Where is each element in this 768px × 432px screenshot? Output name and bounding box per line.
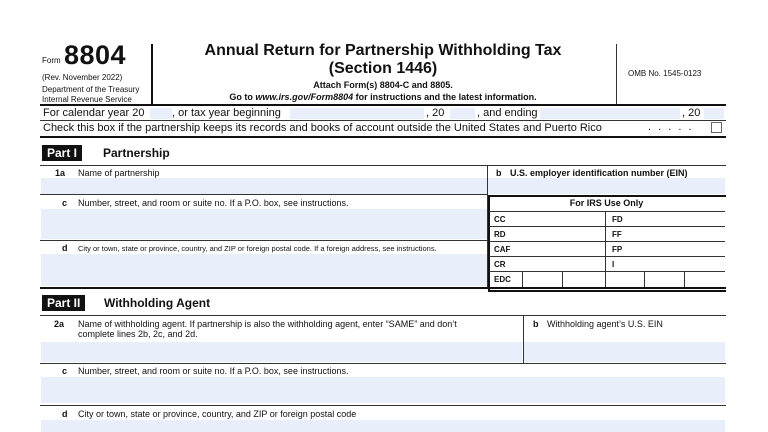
withholding-agent-name-field[interactable]: [41, 342, 522, 362]
part-1-badge: Part I: [42, 145, 82, 161]
partnership-name-field[interactable]: [41, 178, 487, 194]
irs-use-row-rule-4: [489, 256, 725, 257]
edc-cell-divider-4: [684, 271, 685, 287]
line-2a-label-2: complete lines 2b, 2c, and 2d.: [78, 329, 198, 339]
part-2-title: Withholding Agent: [104, 296, 211, 310]
line-2c-label: Number, street, and room or suite no. If a P.O. box, see instructions.: [78, 366, 349, 376]
line-2a-number: 2a: [54, 319, 65, 329]
line-2a-rule: [40, 363, 726, 364]
foreign-records-text: Check this box if the partnership keeps its records and books of account outside the United States and Puerto Rico: [43, 122, 602, 134]
partnership-ein-field[interactable]: [488, 178, 725, 194]
part-2-top-rule: [40, 315, 726, 316]
irs-use-fp: FP: [612, 245, 623, 254]
form-number: 8804: [64, 40, 127, 70]
line-1b-letter: b: [496, 168, 502, 178]
attach-instruction: Attach Form(s) 8804-C and 8805.: [313, 80, 453, 90]
irs-use-fd: FD: [612, 215, 623, 224]
irs-use-edc: EDC: [494, 275, 511, 284]
line-2c-letter: c: [62, 366, 68, 376]
irs-use-center-divider: [605, 211, 606, 287]
irs-use-only-title: For IRS Use Only: [569, 198, 644, 208]
line-2d-label: City or town, state or province, country, and ZIP or foreign postal code: [78, 409, 357, 419]
line-1c-letter: c: [62, 198, 68, 208]
goto-prefix: Go to: [229, 92, 256, 102]
line-1c-rule: [40, 240, 488, 241]
edc-cell-divider-2: [562, 271, 563, 287]
line-1a-rule: [40, 194, 488, 195]
ending-year-prefix: , 20: [682, 107, 701, 119]
part-2-badge: Part II: [42, 295, 85, 311]
form-subtitle: (Section 1446): [328, 60, 438, 77]
line-1d-label: City or town, state or province, country, and ZIP or foreign postal code. If a foreign address, see instructions.: [78, 244, 437, 253]
withholding-agent-ein-field[interactable]: [524, 342, 725, 362]
revision-date: (Rev. November 2022): [42, 73, 123, 82]
header-divider-right: [616, 44, 617, 104]
goto-suffix: for instructions and the latest information.: [353, 92, 537, 102]
irs-use-cc: CC: [494, 215, 506, 224]
part-1-title: Partnership: [103, 146, 170, 160]
irs-use-cr: CR: [494, 260, 506, 269]
calendar-year-label: For calendar year 20: [43, 107, 145, 119]
line-1a-number: 1a: [55, 168, 66, 178]
foreign-records-checkbox[interactable]: [711, 122, 722, 133]
line-2d-letter: d: [62, 409, 68, 419]
irs-url-link[interactable]: www.irs.gov/Form8804: [255, 92, 354, 102]
irs-use-ff: FF: [612, 230, 622, 239]
irs-use-i: I: [612, 260, 615, 269]
line-1b-label: U.S. employer identification number (EIN): [510, 168, 688, 178]
partnership-city-field[interactable]: [41, 254, 487, 286]
irs-use-rd: RD: [494, 230, 506, 239]
line-2c-rule: [40, 405, 726, 406]
irs-use-only-box: [488, 195, 726, 292]
header-bottom-rule: [40, 104, 726, 106]
irs-use-row-rule-3: [489, 241, 725, 242]
irs-use-row-rule-1: [489, 211, 725, 212]
line-2b-letter: b: [533, 319, 539, 329]
tax-year-beginning-field[interactable]: [290, 108, 424, 119]
line-1d-letter: d: [62, 243, 68, 253]
agency-line: Internal Revenue Service: [42, 95, 132, 104]
ending-year-field[interactable]: [704, 108, 724, 119]
partnership-street-field[interactable]: [41, 209, 487, 239]
goto-instruction: [150, 92, 616, 102]
irs-use-row-rule-2: [489, 226, 725, 227]
edc-cell-divider-1: [522, 271, 523, 287]
beginning-year-prefix: , 20: [426, 107, 445, 119]
line-2a-label-1: Name of withholding agent. If partnership is also the withholding agent, enter “SAME” and don’t: [78, 319, 457, 329]
checkbox-row-rule: [40, 136, 726, 138]
irs-use-caf: CAF: [494, 245, 511, 254]
omb-number: OMB No. 1545-0123: [628, 69, 702, 78]
dot-leader: . . . . .: [648, 121, 694, 133]
form-title: Annual Return for Partnership Withholding Tax: [204, 42, 562, 59]
department-line: Department of the Treasury: [42, 85, 140, 94]
form-word: Form: [42, 56, 61, 65]
irs-use-row-rule-5: [489, 271, 725, 272]
beginning-year-field[interactable]: [450, 108, 475, 119]
line-2b-label: Withholding agent’s U.S. EIN: [547, 319, 663, 329]
withholding-agent-street-field[interactable]: [41, 377, 725, 403]
edc-cell-divider-3: [644, 271, 645, 287]
line-1c-label: Number, street, and room or suite no. If a P.O. box, see instructions.: [78, 198, 349, 208]
part-1-top-rule: [40, 165, 726, 166]
line-1a-label: Name of partnership: [78, 168, 160, 178]
calendar-row-rule: [40, 120, 726, 121]
part-1-bottom-rule: [40, 287, 726, 289]
withholding-agent-city-field[interactable]: [41, 420, 725, 432]
tax-year-beginning-label: , or tax year beginning: [172, 107, 281, 119]
tax-year-ending-label: , and ending: [477, 107, 538, 119]
tax-year-ending-field[interactable]: [540, 108, 680, 119]
calendar-year-field[interactable]: [150, 108, 172, 119]
